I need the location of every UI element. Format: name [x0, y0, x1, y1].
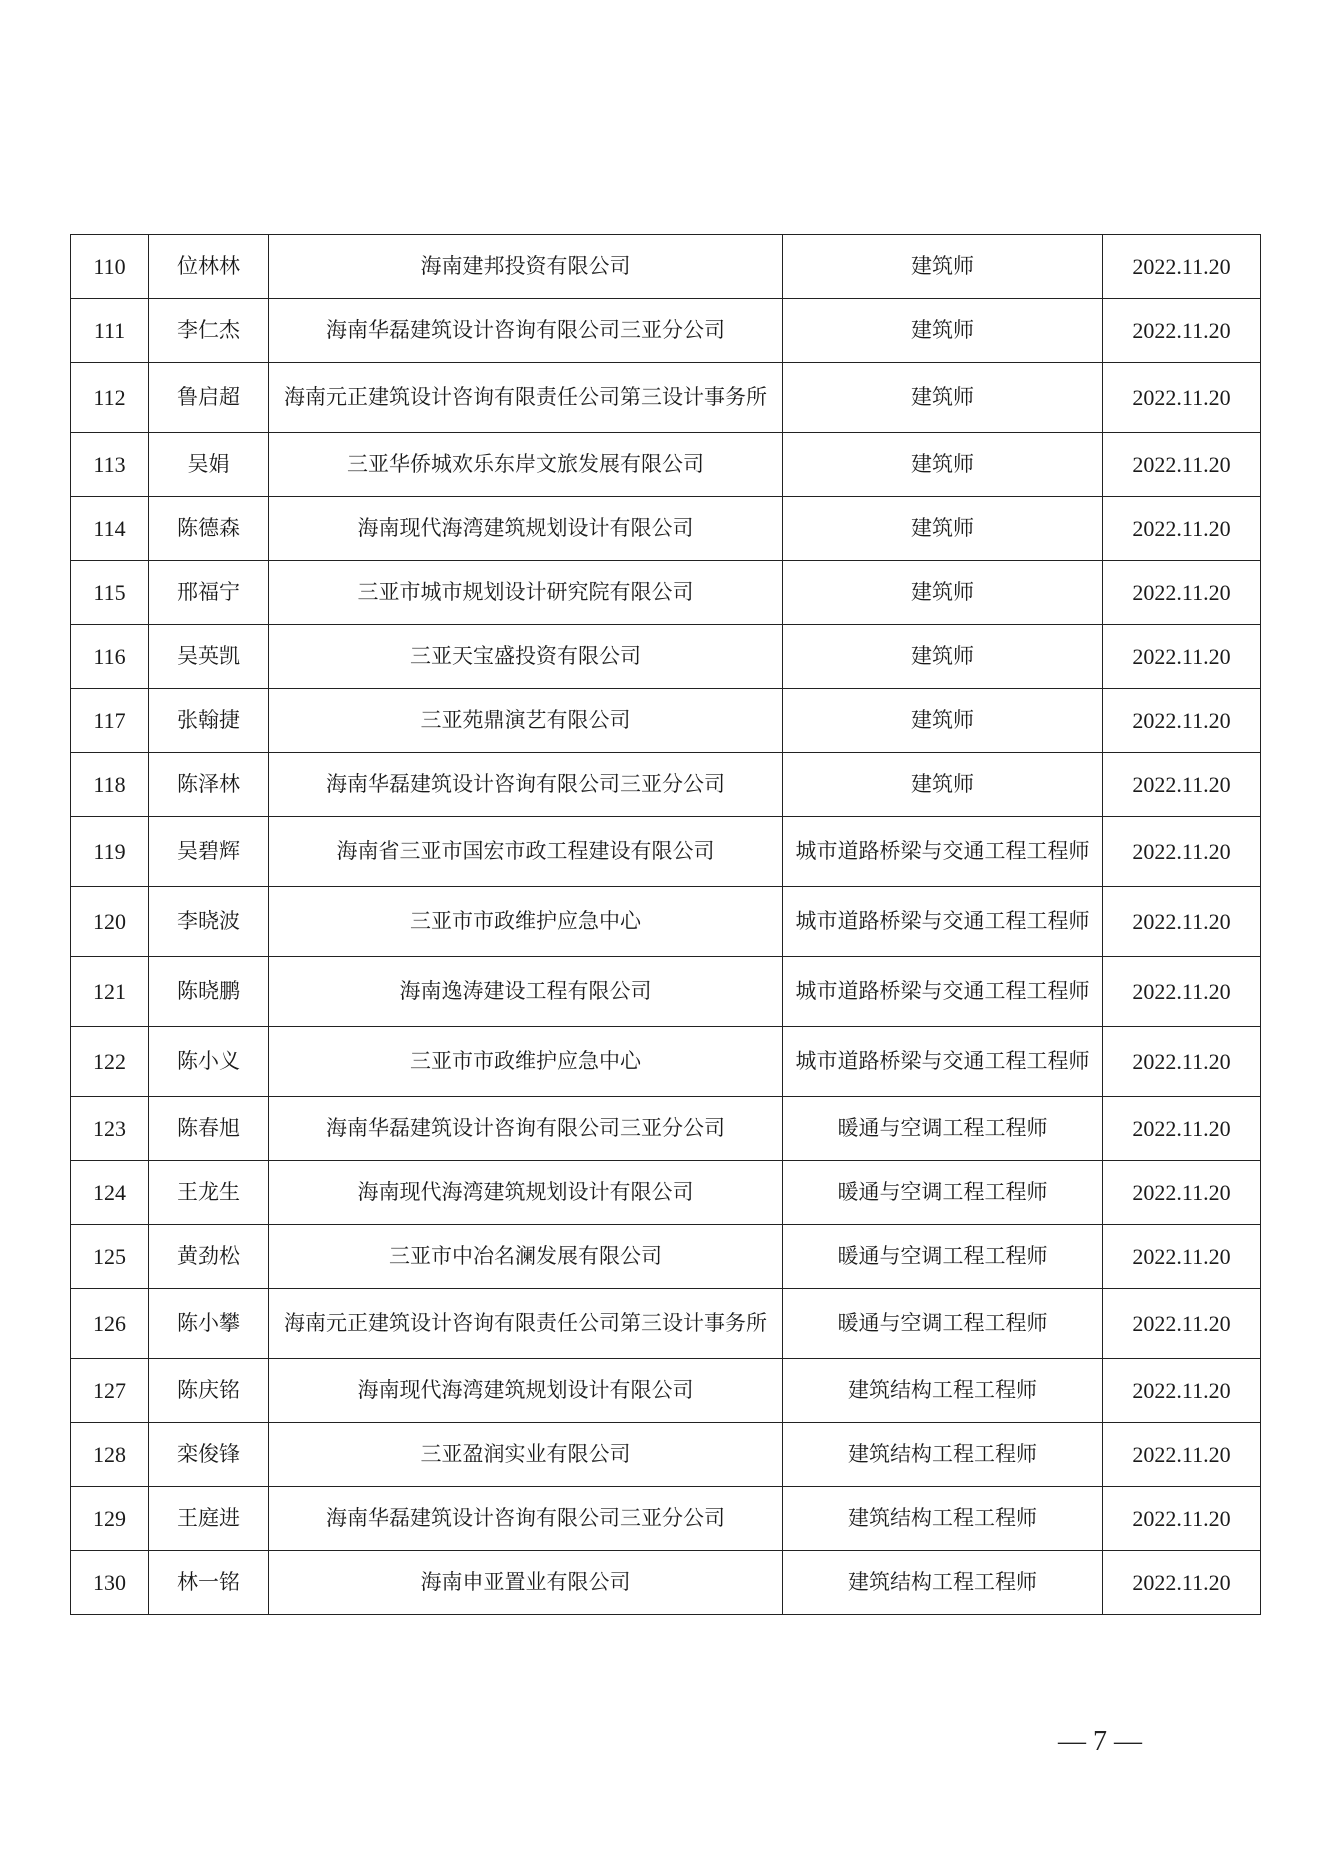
professional-title: 建筑师 — [783, 299, 1103, 363]
date: 2022.11.20 — [1103, 1359, 1261, 1423]
person-name: 李晓波 — [149, 887, 269, 957]
table-row — [71, 817, 1261, 887]
row-number: 113 — [71, 433, 149, 497]
table-row — [71, 1423, 1261, 1487]
date: 2022.11.20 — [1103, 887, 1261, 957]
table-row — [71, 497, 1261, 561]
table-row — [71, 625, 1261, 689]
company-name: 海南现代海湾建筑规划设计有限公司 — [269, 497, 783, 561]
row-number: 115 — [71, 561, 149, 625]
professional-title: 城市道路桥梁与交通工程工程师 — [783, 887, 1103, 957]
professional-title: 暖通与空调工程工程师 — [783, 1161, 1103, 1225]
professional-title: 城市道路桥梁与交通工程工程师 — [783, 1027, 1103, 1097]
table-row — [71, 957, 1261, 1027]
person-name: 陈晓鹏 — [149, 957, 269, 1027]
professional-title: 建筑师 — [783, 753, 1103, 817]
date: 2022.11.20 — [1103, 561, 1261, 625]
row-number: 120 — [71, 887, 149, 957]
professional-title: 建筑师 — [783, 561, 1103, 625]
row-number: 116 — [71, 625, 149, 689]
row-number: 119 — [71, 817, 149, 887]
company-name: 海南建邦投资有限公司 — [269, 235, 783, 299]
row-number: 121 — [71, 957, 149, 1027]
professional-title: 建筑师 — [783, 235, 1103, 299]
company-name: 海南逸涛建设工程有限公司 — [269, 957, 783, 1027]
professional-title: 建筑师 — [783, 625, 1103, 689]
person-name: 邢福宁 — [149, 561, 269, 625]
date: 2022.11.20 — [1103, 625, 1261, 689]
company-name: 三亚市市政维护应急中心 — [269, 887, 783, 957]
page-number: — 7 — — [1058, 1726, 1142, 1757]
company-name: 海南元正建筑设计咨询有限责任公司第三设计事务所 — [269, 363, 783, 433]
person-name: 王庭进 — [149, 1487, 269, 1551]
person-name: 吴娟 — [149, 433, 269, 497]
company-name: 海南省三亚市国宏市政工程建设有限公司 — [269, 817, 783, 887]
professional-title: 建筑结构工程工程师 — [783, 1487, 1103, 1551]
date: 2022.11.20 — [1103, 689, 1261, 753]
company-name: 三亚市市政维护应急中心 — [269, 1027, 783, 1097]
row-number: 129 — [71, 1487, 149, 1551]
table-row — [71, 1359, 1261, 1423]
company-name: 三亚盈润实业有限公司 — [269, 1423, 783, 1487]
row-number: 117 — [71, 689, 149, 753]
table-row — [71, 299, 1261, 363]
personnel-table-body — [71, 235, 1261, 1615]
person-name: 王龙生 — [149, 1161, 269, 1225]
person-name: 位林林 — [149, 235, 269, 299]
person-name: 陈庆铭 — [149, 1359, 269, 1423]
table-row — [71, 1225, 1261, 1289]
row-number: 114 — [71, 497, 149, 561]
table-row — [71, 1487, 1261, 1551]
company-name: 三亚市中冶名澜发展有限公司 — [269, 1225, 783, 1289]
person-name: 李仁杰 — [149, 299, 269, 363]
professional-title: 建筑结构工程工程师 — [783, 1551, 1103, 1615]
person-name: 陈小攀 — [149, 1289, 269, 1359]
company-name: 三亚苑鼎演艺有限公司 — [269, 689, 783, 753]
table-row — [71, 433, 1261, 497]
professional-title: 暖通与空调工程工程师 — [783, 1225, 1103, 1289]
row-number: 123 — [71, 1097, 149, 1161]
table-row — [71, 561, 1261, 625]
company-name: 三亚华侨城欢乐东岸文旅发展有限公司 — [269, 433, 783, 497]
table-row — [71, 1161, 1261, 1225]
person-name: 林一铭 — [149, 1551, 269, 1615]
date: 2022.11.20 — [1103, 1487, 1261, 1551]
professional-title: 暖通与空调工程工程师 — [783, 1289, 1103, 1359]
company-name: 海南申亚置业有限公司 — [269, 1551, 783, 1615]
date: 2022.11.20 — [1103, 1551, 1261, 1615]
person-name: 黄劲松 — [149, 1225, 269, 1289]
company-name: 海南元正建筑设计咨询有限责任公司第三设计事务所 — [269, 1289, 783, 1359]
date: 2022.11.20 — [1103, 1097, 1261, 1161]
date: 2022.11.20 — [1103, 1161, 1261, 1225]
date: 2022.11.20 — [1103, 1225, 1261, 1289]
person-name: 鲁启超 — [149, 363, 269, 433]
company-name: 海南华磊建筑设计咨询有限公司三亚分公司 — [269, 299, 783, 363]
date: 2022.11.20 — [1103, 1027, 1261, 1097]
row-number: 128 — [71, 1423, 149, 1487]
date: 2022.11.20 — [1103, 497, 1261, 561]
personnel-table — [70, 234, 1261, 1615]
professional-title: 建筑结构工程工程师 — [783, 1359, 1103, 1423]
row-number: 110 — [71, 235, 149, 299]
date: 2022.11.20 — [1103, 817, 1261, 887]
table-row — [71, 363, 1261, 433]
table-row — [71, 235, 1261, 299]
table-row — [71, 1289, 1261, 1359]
company-name: 海南华磊建筑设计咨询有限公司三亚分公司 — [269, 1487, 783, 1551]
company-name: 海南华磊建筑设计咨询有限公司三亚分公司 — [269, 1097, 783, 1161]
person-name: 吴英凯 — [149, 625, 269, 689]
row-number: 127 — [71, 1359, 149, 1423]
company-name: 三亚市城市规划设计研究院有限公司 — [269, 561, 783, 625]
professional-title: 建筑结构工程工程师 — [783, 1423, 1103, 1487]
person-name: 陈德森 — [149, 497, 269, 561]
date: 2022.11.20 — [1103, 1289, 1261, 1359]
company-name: 三亚天宝盛投资有限公司 — [269, 625, 783, 689]
professional-title: 城市道路桥梁与交通工程工程师 — [783, 957, 1103, 1027]
professional-title: 暖通与空调工程工程师 — [783, 1097, 1103, 1161]
person-name: 吴碧辉 — [149, 817, 269, 887]
table-row — [71, 887, 1261, 957]
row-number: 126 — [71, 1289, 149, 1359]
table-row — [71, 1097, 1261, 1161]
company-name: 海南华磊建筑设计咨询有限公司三亚分公司 — [269, 753, 783, 817]
professional-title: 建筑师 — [783, 363, 1103, 433]
company-name: 海南现代海湾建筑规划设计有限公司 — [269, 1161, 783, 1225]
person-name: 陈小义 — [149, 1027, 269, 1097]
professional-title: 城市道路桥梁与交通工程工程师 — [783, 817, 1103, 887]
date: 2022.11.20 — [1103, 957, 1261, 1027]
row-number: 125 — [71, 1225, 149, 1289]
date: 2022.11.20 — [1103, 753, 1261, 817]
professional-title: 建筑师 — [783, 689, 1103, 753]
row-number: 122 — [71, 1027, 149, 1097]
table-row — [71, 689, 1261, 753]
person-name: 陈泽林 — [149, 753, 269, 817]
row-number: 124 — [71, 1161, 149, 1225]
row-number: 111 — [71, 299, 149, 363]
table-row — [71, 1027, 1261, 1097]
person-name: 张翰捷 — [149, 689, 269, 753]
date: 2022.11.20 — [1103, 433, 1261, 497]
date: 2022.11.20 — [1103, 235, 1261, 299]
table-row — [71, 753, 1261, 817]
person-name: 栾俊锋 — [149, 1423, 269, 1487]
date: 2022.11.20 — [1103, 1423, 1261, 1487]
professional-title: 建筑师 — [783, 433, 1103, 497]
date: 2022.11.20 — [1103, 363, 1261, 433]
company-name: 海南现代海湾建筑规划设计有限公司 — [269, 1359, 783, 1423]
professional-title: 建筑师 — [783, 497, 1103, 561]
person-name: 陈春旭 — [149, 1097, 269, 1161]
row-number: 118 — [71, 753, 149, 817]
row-number: 130 — [71, 1551, 149, 1615]
date: 2022.11.20 — [1103, 299, 1261, 363]
row-number: 112 — [71, 363, 149, 433]
table-row — [71, 1551, 1261, 1615]
